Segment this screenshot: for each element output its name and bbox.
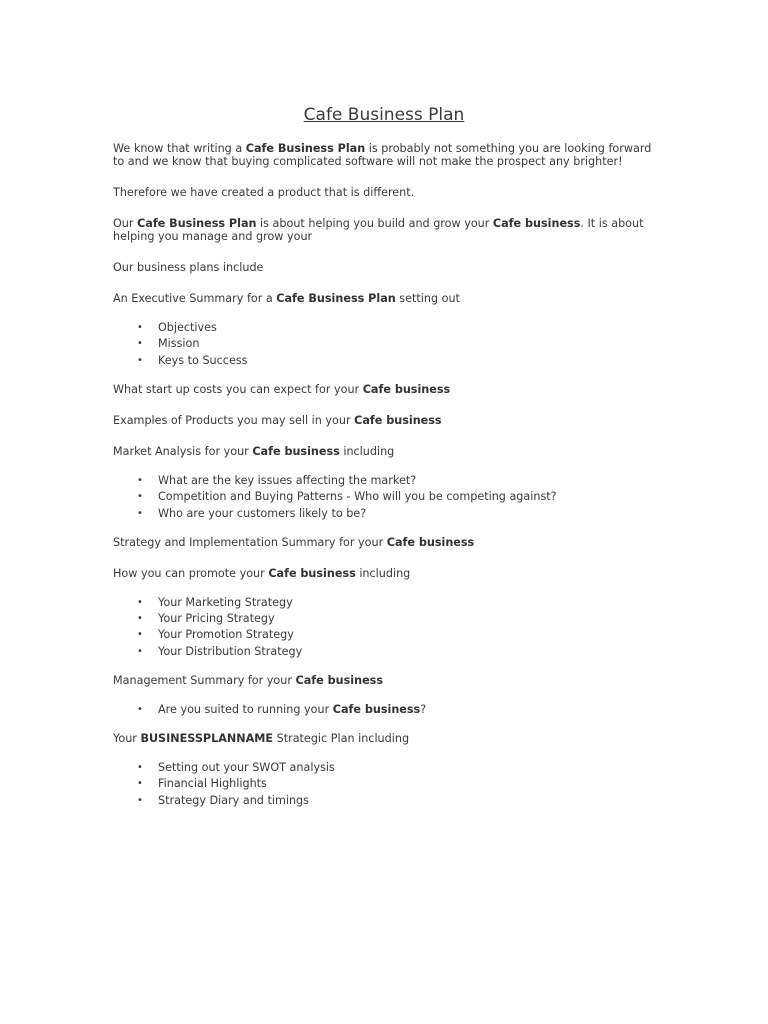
text-run: setting out [395,292,460,305]
bullet-icon: • [137,491,143,503]
list-item-text: Who are your customers likely to be? [158,506,367,520]
text-run: including [339,444,395,458]
paragraph-promote [113,567,658,580]
bold-text: Cafe business [354,413,442,427]
text-run: including [355,566,411,580]
paragraph-helping-grow [113,217,658,243]
list-item-text: Objectives [158,321,217,334]
paragraph-product-different: Therefore we have created a product that is different. [113,186,415,199]
bold-text: Cafe business [362,382,451,396]
text-run: . It is about helping you manage and grow your [113,217,644,243]
list-item-text: Financial Highlights [158,777,267,791]
management-list [113,703,658,716]
text-run: An Executive Summary for a [113,292,277,305]
text-run: Strategy and Implementation Summary for your [113,535,387,549]
list-item [137,595,658,609]
bullet-icon: • [137,703,143,715]
paragraph-startup-costs [113,383,658,396]
market-analysis-list [113,474,658,520]
paragraph-management-summary [113,674,658,687]
bold-text: Cafe business [492,217,581,230]
bullet-icon: • [137,645,143,657]
paragraph-plans-include: Our business plans include [113,261,264,274]
list-item [137,611,658,625]
list-item-text: Your Marketing Strategy [158,595,293,609]
list-item [137,793,658,807]
list-item-text: Setting out your SWOT analysis [158,760,335,774]
list-item [137,353,658,367]
list-item [137,506,658,520]
paragraph-strategic-plan [113,732,658,745]
intro-paragraph [113,142,658,168]
list-item-text: Your Pricing Strategy [158,611,275,625]
text-run: Management Summary for your [113,673,296,687]
bold-text: Cafe business [386,535,475,549]
bullet-icon: • [137,338,143,350]
text-run: is probably not something you are looking forward to and we know that buying complicated software will not make the prospect any brighter! [113,142,652,168]
text-run: Market Analysis for your [113,444,253,458]
bold-text: Cafe business [268,566,356,580]
text-run: What start up costs you can expect for your [113,382,363,396]
text-run: We know that writing a [113,142,246,155]
promotion-list [113,596,658,658]
list-item [137,321,658,334]
text-run: Examples of Products you may sell in your [113,413,355,427]
bullet-icon: • [137,794,143,806]
list-item-text: Mission [158,337,200,351]
bold-text: Cafe Business Plan [245,142,366,155]
paragraph-market-analysis [113,445,658,458]
bold-text: Cafe Business Plan [137,217,257,230]
bold-text: BUSINESSPLANNAME [140,731,274,745]
bullet-icon: • [137,322,143,333]
bold-text: Cafe Business Plan [276,292,396,305]
list-item-text: Keys to Success [158,353,248,367]
text-run: How you can promote your [113,566,269,580]
bullet-icon: • [137,629,143,641]
document-body [113,142,658,823]
bullet-icon: • [137,778,143,790]
list-item [137,644,658,658]
text-run: Are you suited to running your [158,702,333,716]
list-item [137,337,658,351]
document-title: Cafe Business Plan [303,105,465,125]
executive-summary-list [113,321,658,367]
paragraph-products [113,414,658,427]
list-item-text: What are the key issues affecting the market? [158,473,417,487]
bullet-icon: • [137,761,143,773]
bullet-icon: • [137,507,143,519]
bullet-icon: • [137,612,143,624]
list-item-text: Your Promotion Strategy [158,628,294,642]
text-run: Our [113,217,138,230]
list-item [137,760,658,774]
list-item [137,490,658,504]
text-run: is about helping you build and grow your [256,217,493,230]
text-run: Strategic Plan including [273,731,410,745]
list-item-text: Your Distribution Strategy [158,644,303,658]
list-item-text: Strategy Diary and timings [158,793,309,807]
bullet-icon: • [137,474,143,486]
strategic-plan-list [113,761,658,807]
list-item-text: Competition and Buying Patterns - Who will you be competing against? [158,490,557,504]
list-item [137,628,658,642]
paragraph-strategy-implementation [113,536,658,549]
bullet-icon: • [137,354,143,366]
list-item [137,702,658,716]
text-run: ? [420,702,427,716]
bold-text: Cafe business [332,702,421,716]
paragraph-executive-summary [113,292,658,305]
bold-text: Cafe business [295,673,383,687]
text-run: Your [113,731,141,745]
list-item [137,473,658,487]
list-item [137,777,658,791]
bullet-icon: • [137,596,143,608]
bold-text: Cafe business [252,444,340,458]
